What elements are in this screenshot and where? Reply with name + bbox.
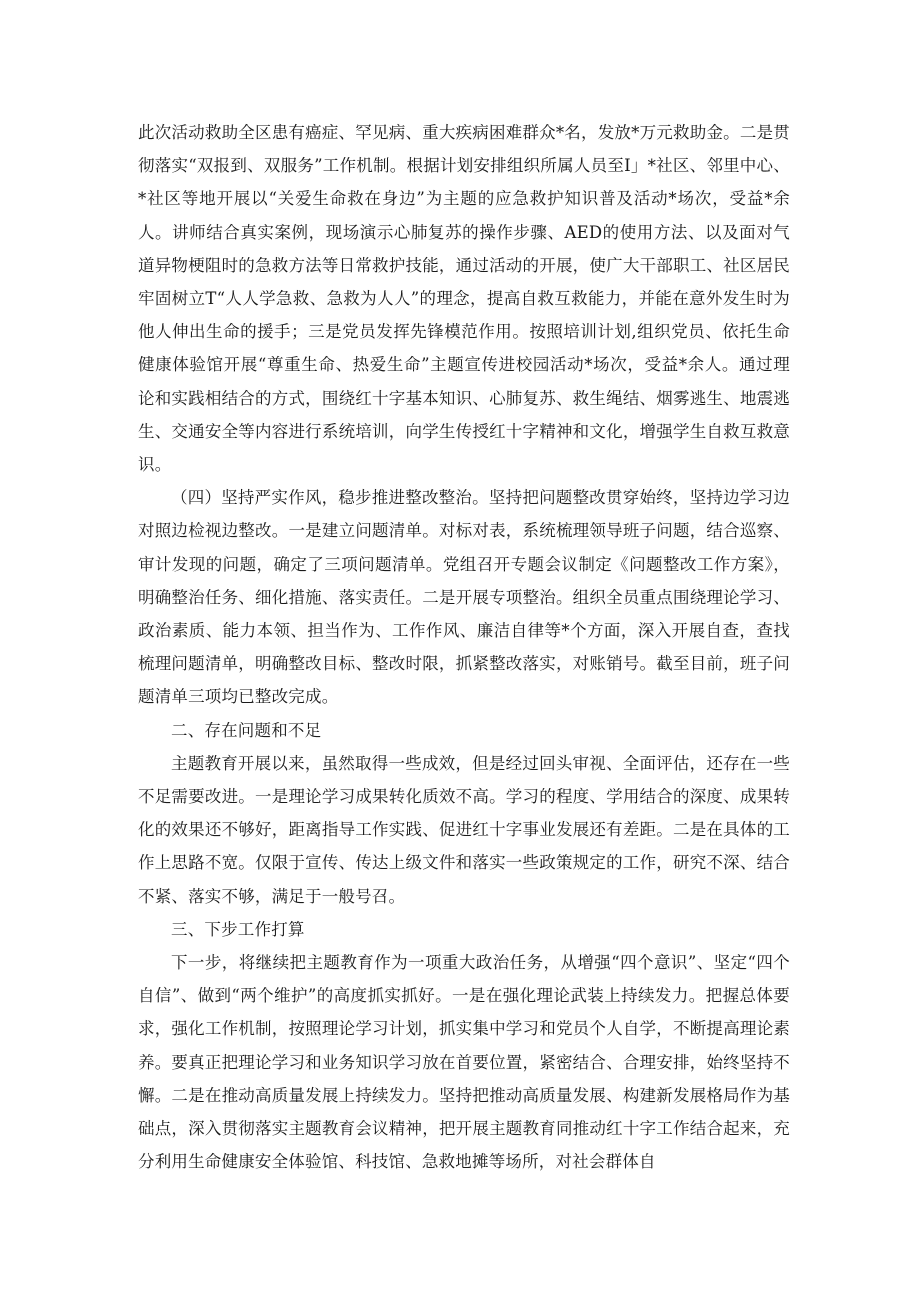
document-page — [138, 116, 790, 1179]
body-paragraph-2: （四）坚持严实作风，稳步推进整改整治。坚持把问题整改贯穿始终，坚持边学习边对照边检视边整改。一是建立问题清单。对标对表，系统梳理领导班子问题，结合巡察、审计发现的问题，确定了三项问题清单。党组召开专题会议制定《问题整改工作方案》，明确整治任务、细化措施、落实责任。二是开展专项整治。组织全员重点围绕理论学习、政治素质、能力本领、担当作为、工作作风、廉洁自律等*个方面，深入开展自查，查找梳理问题清单，明确整改目标、整改时限，抓紧整改落实，对账销号。截至目前，班子问题清单三项均已整改完成。 — [138, 488, 790, 707]
body-paragraph-1: 此次活动救助全区患有癌症、罕见病、重大疾病困难群众*名，发放*万元救助金。二是贯彻落实“双报到、双服务”工作机制。根据计划安排组织所属人员至I」*社区、邻里中心、*社区等地开展以“关爱生命救在身边”为主题的应急救护知识普及活动*场次，受益*余人。讲师结合真实案例，现场演示心肺复苏的操作步骤、AED的使用方法、以及面对气道异物梗阻时的急救方法等日常救护技能，通过活动的开展，使广大干部职工、社区居民牢固树立T“人人学急救、急救为人人”的理念，提高自救互救能力，并能在意外发生时为他人伸出生命的援手；三是党员发挥先锋模范作用。按照培训计划,组织党员、依托生命健康体验馆开展“尊重生命、热爱生命”主题宣传进校园活动*场次，受益*余人。通过理论和实践相结合的方式，围绕红十字基本知识、心肺复苏、救生绳结、烟雾逃生、地震逃生、交通安全等内容进行系统培训，向学生传授红十字精神和文化，增强学生自救互救意识。 — [138, 123, 790, 475]
section-heading-2: 二、存在问题和不足 — [171, 720, 322, 740]
section-heading-3: 三、下步工作打算 — [171, 919, 305, 939]
body-paragraph-3: 主题教育开展以来，虽然取得一些成效，但是经过回头审视、全面评估，还存在一些不足需要改进。一是理论学习成果转化质效不高。学习的程度、学用结合的深度、成果转化的效果还不够好，距离指导工作实践、促进红十字事业发展还有差距。二是在具体的工作上思路不宽。仅限于宣传、传达上级文件和落实一些政策规定的工作，研究不深、结合不紧、落实不够，满足于一般号召。 — [138, 753, 790, 906]
body-paragraph-4: 下一步，将继续把主题教育作为一项重大政治任务，从增强“四个意识”、坚定“四个自信”、做到“两个维护”的高度抓实抓好。一是在强化理论武装上持续发力。把握总体要求，强化工作机制，按照理论学习计划，抓实集中学习和党员个人自学，不断提高理论素养。要真正把理论学习和业务知识学习放在首要位置，紧密结合、合理安排，始终坚持不懈。二是在推动高质量发展上持续发力。坚持把推动高质量发展、构建新发展格局作为基础点，深入贯彻落实主题教育会议精神，把开展主题教育同推动红十字工作结合起来，充分利用生命健康安全体验馆、科技馆、急救地摊等场所，对社会群体自 — [138, 953, 790, 1172]
